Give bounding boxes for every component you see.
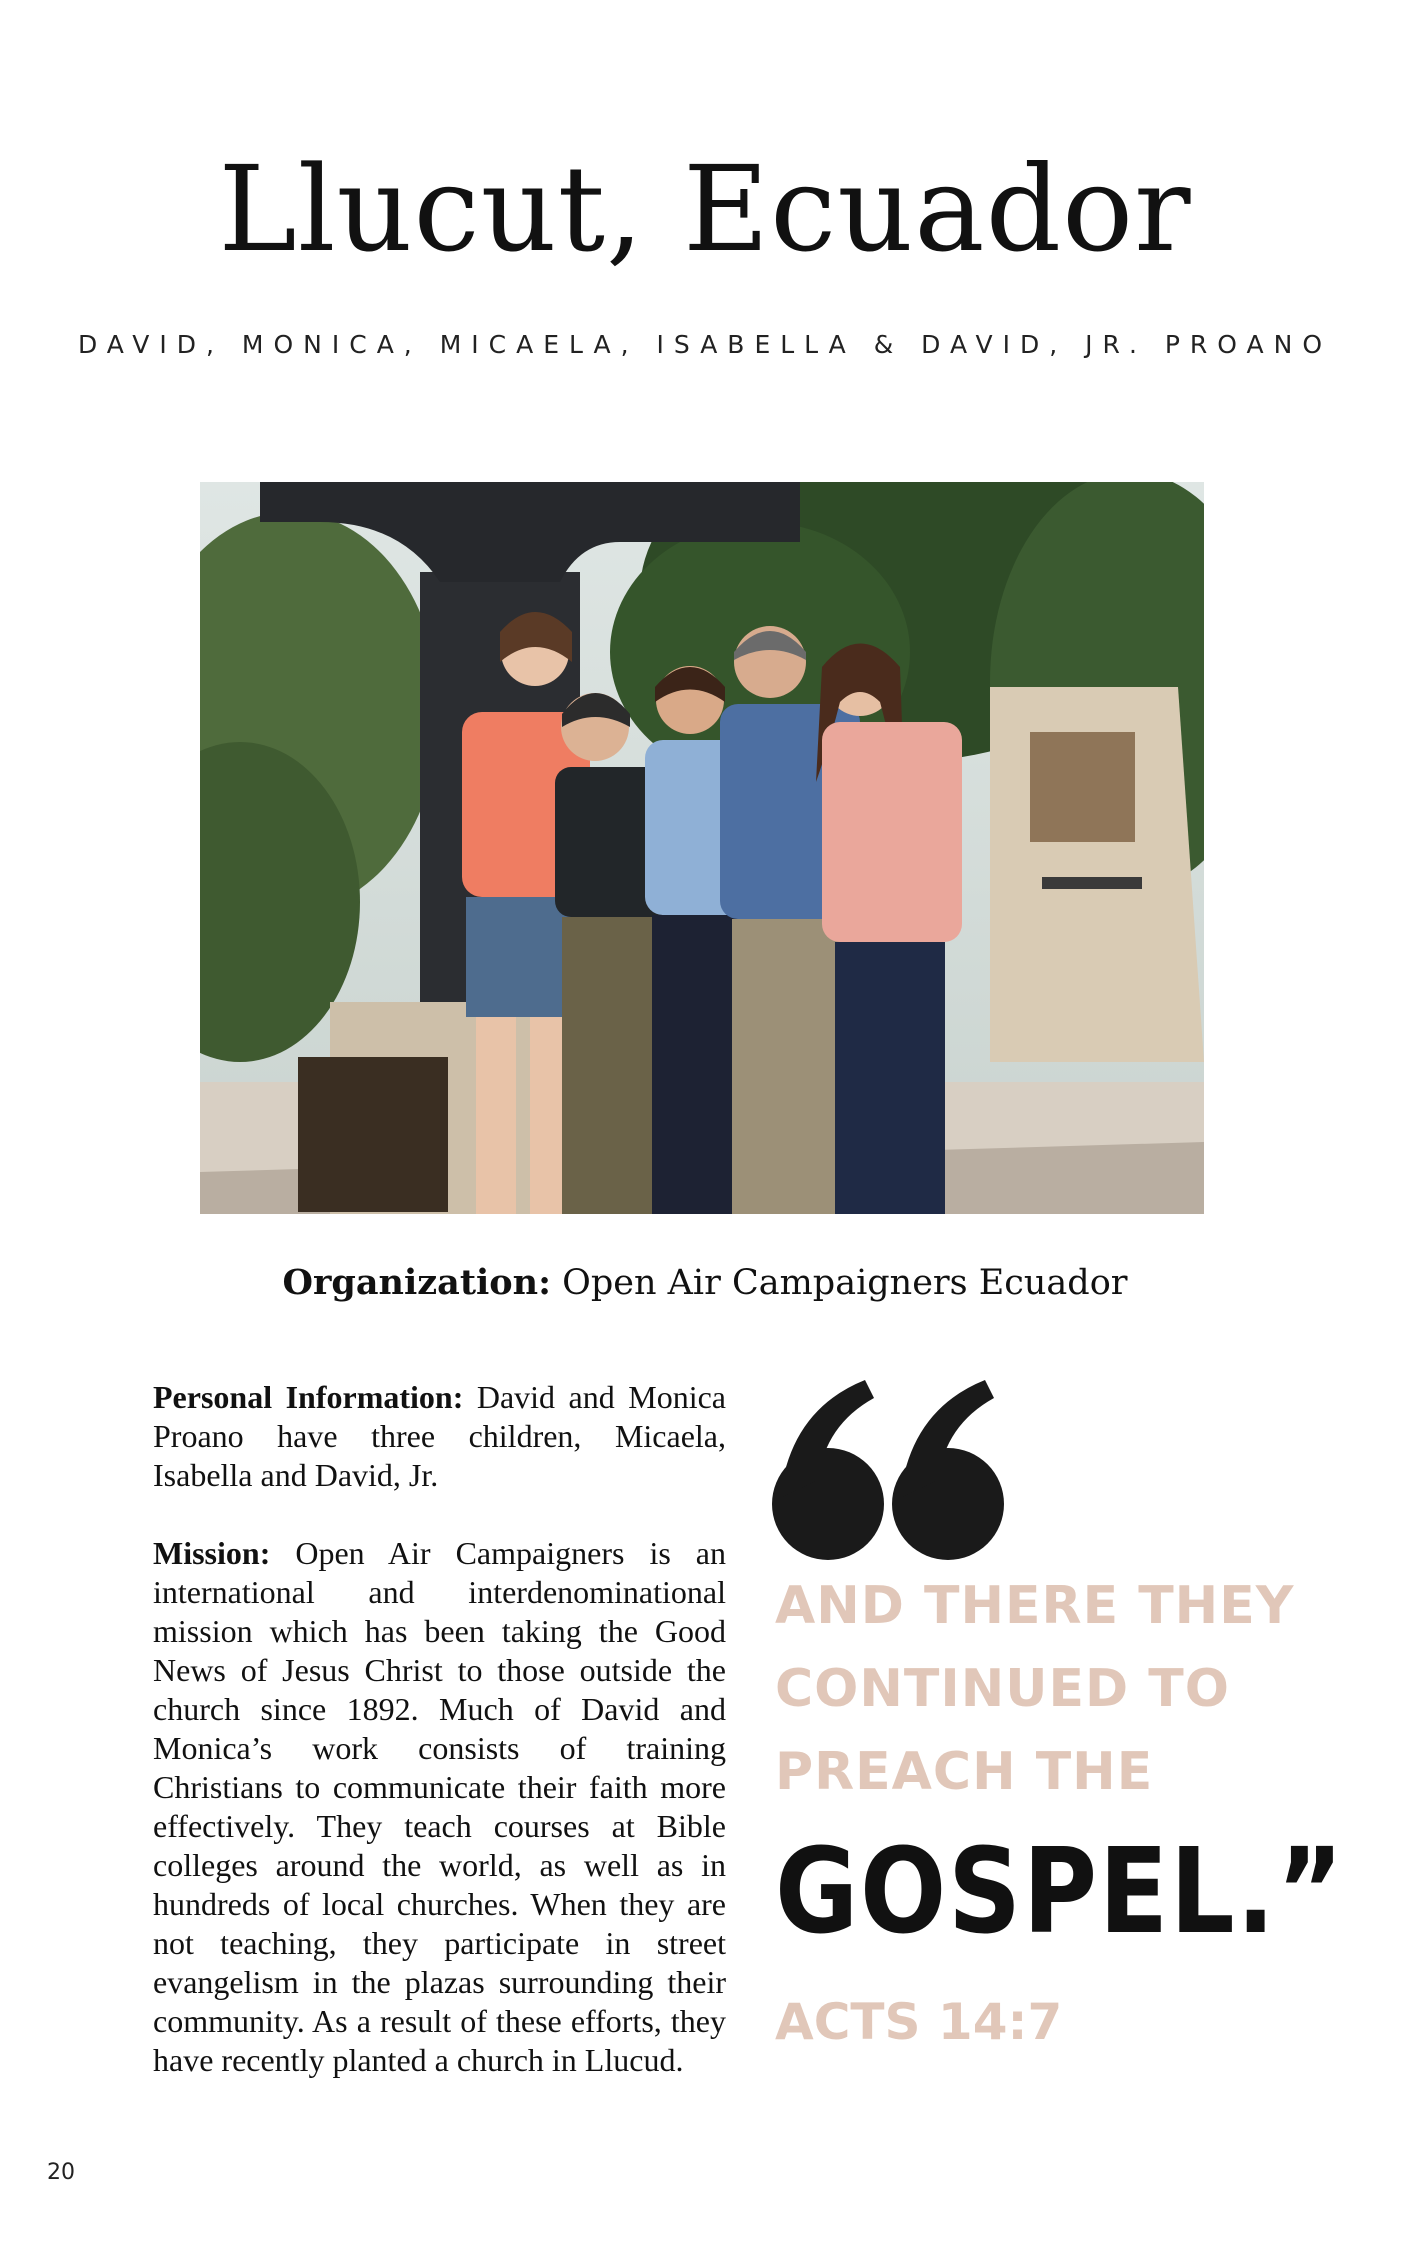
personal-information-label: Personal Information:	[153, 1379, 464, 1415]
mission-paragraph	[153, 1534, 726, 2080]
page-number: 20	[47, 2160, 75, 2185]
family-names: DAVID, MONICA, MICAELA, ISABELLA & DAVID, JR. PROANO	[77, 330, 1333, 359]
quote-reference: ACTS 14:7	[775, 1993, 1063, 2051]
organization-value: Open Air Campaigners Ecuador	[551, 1263, 1128, 1303]
body-column	[153, 1378, 726, 2119]
organization-line	[0, 1262, 1410, 1303]
page-title: Llucut, Ecuador	[218, 140, 1192, 278]
family-photo	[200, 482, 1204, 1214]
mission-text: Open Air Campaigners is an international and interdenominational mission which has been taking the Good News of Jesus Christ to those outside the church since 1892. Much of David and Monica’s work consists of training Christians to communicate their faith more effectively. They teach courses at Bible colleges around the world, as well as in hundreds of local churches. When they are not teaching, they participate in street evangelism in the plazas surrounding their community. As a result of these efforts, they have recently planted a church in Llucud.	[153, 1535, 726, 2078]
mission-label: Mission:	[153, 1535, 271, 1571]
quote-emphasis: GOSPEL.”	[775, 1822, 1346, 1960]
organization-label: Organization:	[282, 1262, 552, 1303]
quote-line-2: CONTINUED TO	[775, 1659, 1230, 1719]
quote-line-3: PREACH THE	[775, 1742, 1154, 1802]
personal-information-text: David and Monica Proano have three children, Micaela, Isabella and David, Jr.	[153, 1379, 727, 1493]
quote-mark-icon	[770, 1380, 1010, 1560]
quote-line-1: AND THERE THEY	[775, 1576, 1295, 1636]
personal-information	[153, 1378, 726, 1495]
family-photo-icon	[200, 482, 1204, 1214]
